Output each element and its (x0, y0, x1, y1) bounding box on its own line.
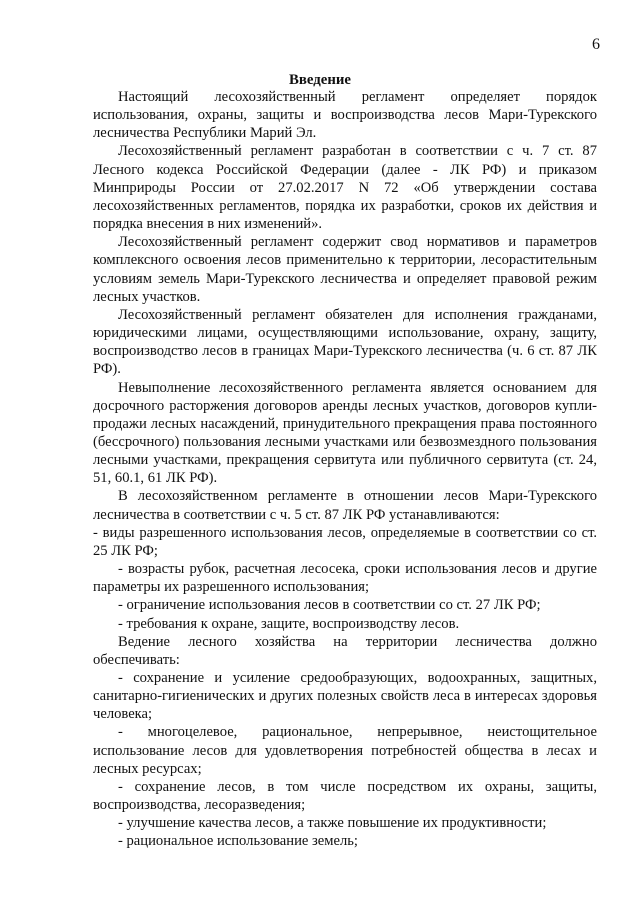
paragraph: Ведение лесного хозяйства на территории лесничества должно обеспечивать: (93, 633, 597, 668)
paragraph: Невыполнение лесохозяйственного регламента является основанием для досрочного расторжения договоров аренды лесных участков, договоров купли-продажи лесных насаждений, принудительного прекращения права постоянного (бессрочного) пользования лесными участками или безвозмездного пользования лесными участками, прекращения сервитута или публичного сервитута (ст. 24, 51, 60.1, 61 ЛК РФ). (93, 379, 597, 487)
paragraph: В лесохозяйственном регламенте в отношении лесов Мари-Турекского лесничества в соответствии с ч. 5 ст. 87 ЛК РФ устанавливаются: (93, 488, 597, 523)
list-item: - виды разрешенного использования лесов, определяемые в соответствии со ст. 25 ЛК РФ; (93, 524, 597, 559)
list-item: - возрасты рубок, расчетная лесосека, сроки использования лесов и другие параметры их разрешенного использования; (93, 561, 597, 596)
list-item: - многоцелевое, рациональное, непрерывное, неистощительное использование лесов для удовлетворения потребностей общества в лесах и лесных ресурсах; (93, 724, 597, 777)
list-item: - улучшение качества лесов, а также повышение их продуктивности; (118, 815, 547, 832)
paragraph: Настоящий лесохозяйственный регламент определяет порядок использования, охраны, защиты и воспроизводства лесов Мари-Турекского лесничества Республики Марий Эл. (93, 89, 597, 142)
page-number: 6 (592, 36, 600, 53)
list-item: - сохранение и усиление средообразующих, водоохранных, защитных, санитарно-гигиенических и других полезных свойств леса в интересах здоровья человека; (93, 670, 597, 723)
document-body (93, 88, 597, 851)
paragraph: Лесохозяйственный регламент содержит свод нормативов и параметров комплексного освоения лесов применительно к территории, лесорастительным условиям земель Мари-Турекского лесничества и определяет правовой режим лесных участков. (93, 234, 597, 305)
list-item: - требования к охране, защите, воспроизводству лесов. (118, 615, 460, 632)
list-item: - ограничение использования лесов в соответствии со ст. 27 ЛК РФ; (118, 597, 541, 614)
section-heading: Введение (289, 72, 351, 88)
list-item: - сохранение лесов, в том числе посредством их охраны, защиты, воспроизводства, лесоразведения; (93, 778, 597, 814)
paragraph: Лесохозяйственный регламент разработан в соответствии с ч. 7 ст. 87 Лесного кодекса Российской Федерации (далее - ЛК РФ) и приказом Минприроды России от 27.02.2017 N 72 «Об утверждении состава лесохозяйственных регламентов, порядка их разработки, сроков их действия и порядка внесения в них изменений». (93, 143, 597, 233)
list-item: - рациональное использование земель; (118, 833, 358, 850)
paragraph: Лесохозяйственный регламент обязателен для исполнения гражданами, юридическими лицами, осуществляющими использование, охрану, защиту, воспроизводство лесов в границах Мари-Турекского лесничества (ч. 6 ст. 87 ЛК РФ). (93, 306, 597, 378)
